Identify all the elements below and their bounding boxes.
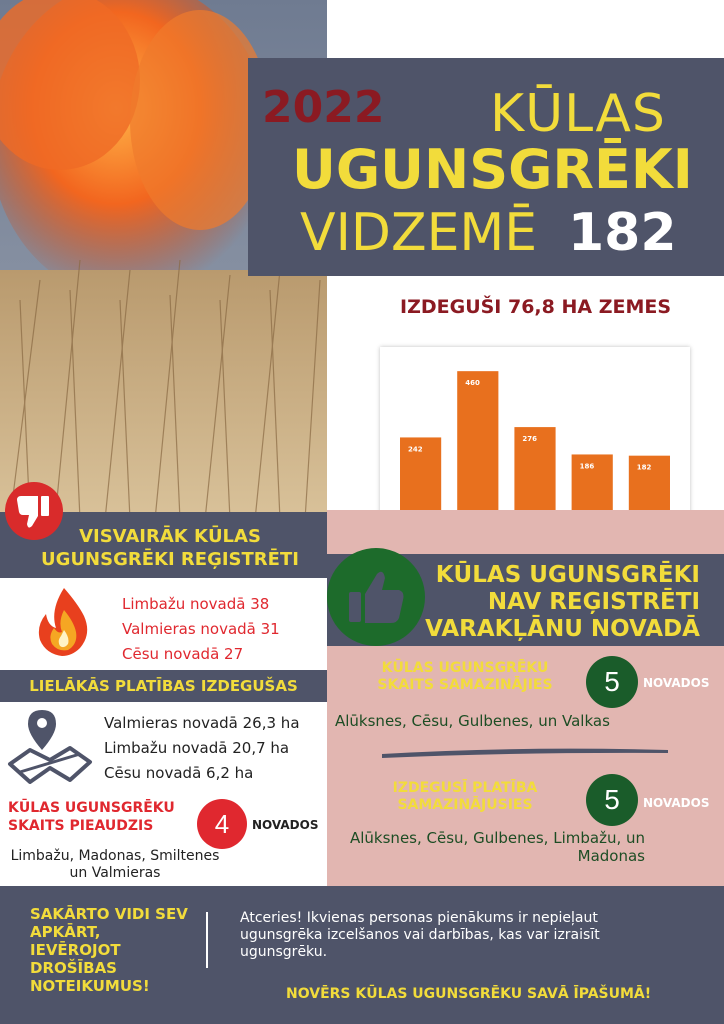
title-line3: VIDZEMĒ <box>300 203 538 263</box>
increased-heading: KŪLAS UGUNSGRĒKU SKAITS PIEAUDZIS <box>8 800 175 834</box>
map-pin-icon <box>6 706 94 792</box>
footer-left-text: SAKĀRTO VIDI SEV APKĀRT, IEVĒROJOT DROŠĪBAS NOTEIKUMUS! <box>30 905 188 995</box>
decreased-count-heading: KŪLAS UGUNSGRĒKU SKAITS SAMAZINĀJIES <box>377 660 553 693</box>
footer-divider <box>206 912 208 968</box>
decreased-count-unit: NOVADOS <box>643 676 710 690</box>
chart-data-label: 182 <box>636 463 652 472</box>
list-item: Limbažu novadā 38 <box>122 595 270 613</box>
fire-icon <box>34 586 94 662</box>
title-line1: KŪLAS <box>490 84 666 144</box>
chart-data-label: 460 <box>465 379 480 388</box>
burned-area-text: IZDEGUŠI 76,8 HA ZEMES <box>400 296 672 318</box>
footer-bottom-text: NOVĒRS KŪLAS UGUNSGRĒKU SAVĀ ĪPAŠUMĀ! <box>286 986 652 1002</box>
divider-stroke <box>380 744 670 764</box>
chart-data-label: 242 <box>408 445 423 454</box>
not-registered-heading: KŪLAS UGUNSGRĒKI NAV REĢISTRĒTI VARAKĻĀNU NOVADĀ <box>425 562 700 642</box>
increased-unit: NOVADOS <box>252 818 319 832</box>
decreased-count-list: Alūksnes, Cēsu, Gulbenes, un Valkas <box>335 712 610 730</box>
list-item: Cēsu novadā 27 <box>122 645 244 663</box>
decreased-area-unit: NOVADOS <box>643 796 710 810</box>
title-year: 2022 <box>262 82 385 133</box>
list-item: Cēsu novadā 6,2 ha <box>104 764 254 782</box>
title-line2: UGUNSGRĒKI <box>292 138 693 201</box>
largest-area-list <box>104 711 300 786</box>
title-count: 182 <box>568 203 677 263</box>
footer-right-text: Atceries! Ikvienas personas pienākums ir nepieļaut ugunsgrēka izcelšanos vai darbības, kas var izraisīt ugunsgrēku. <box>240 910 600 960</box>
thumbs-up-icon <box>327 548 425 646</box>
bar-chart <box>380 347 690 533</box>
increased-number: 4 <box>197 799 247 849</box>
chart-data-label: 186 <box>579 462 595 471</box>
increased-list: Limbažu, Madonas, Smiltenes un Valmieras <box>10 848 220 881</box>
list-item: Valmieras novadā 31 <box>122 620 280 638</box>
bar-chart-svg <box>380 347 690 533</box>
most-registered-heading: VISVAIRĀK KŪLAS UGUNSGRĒKI REĢISTRĒTI <box>41 526 299 570</box>
list-item: Valmieras novadā 26,3 ha <box>104 714 300 732</box>
decreased-area-list: Alūksnes, Cēsu, Gulbenes, Limbažu, un Madonas <box>350 829 645 865</box>
decreased-area-heading: IZDEGUSĪ PLATĪBA SAMAZINĀJUSIES <box>392 780 538 813</box>
thumbs-down-icon <box>5 482 63 540</box>
chart-data-label: 276 <box>522 435 538 444</box>
largest-area-heading: LIELĀKĀS PLATĪBAS IZDEGUŠAS <box>29 677 298 695</box>
list-item: Limbažu novadā 20,7 ha <box>104 739 290 757</box>
chart-bar <box>457 371 498 511</box>
decreased-count-number: 5 <box>586 656 638 708</box>
most-registered-list <box>122 592 280 667</box>
decreased-area-number: 5 <box>586 774 638 826</box>
